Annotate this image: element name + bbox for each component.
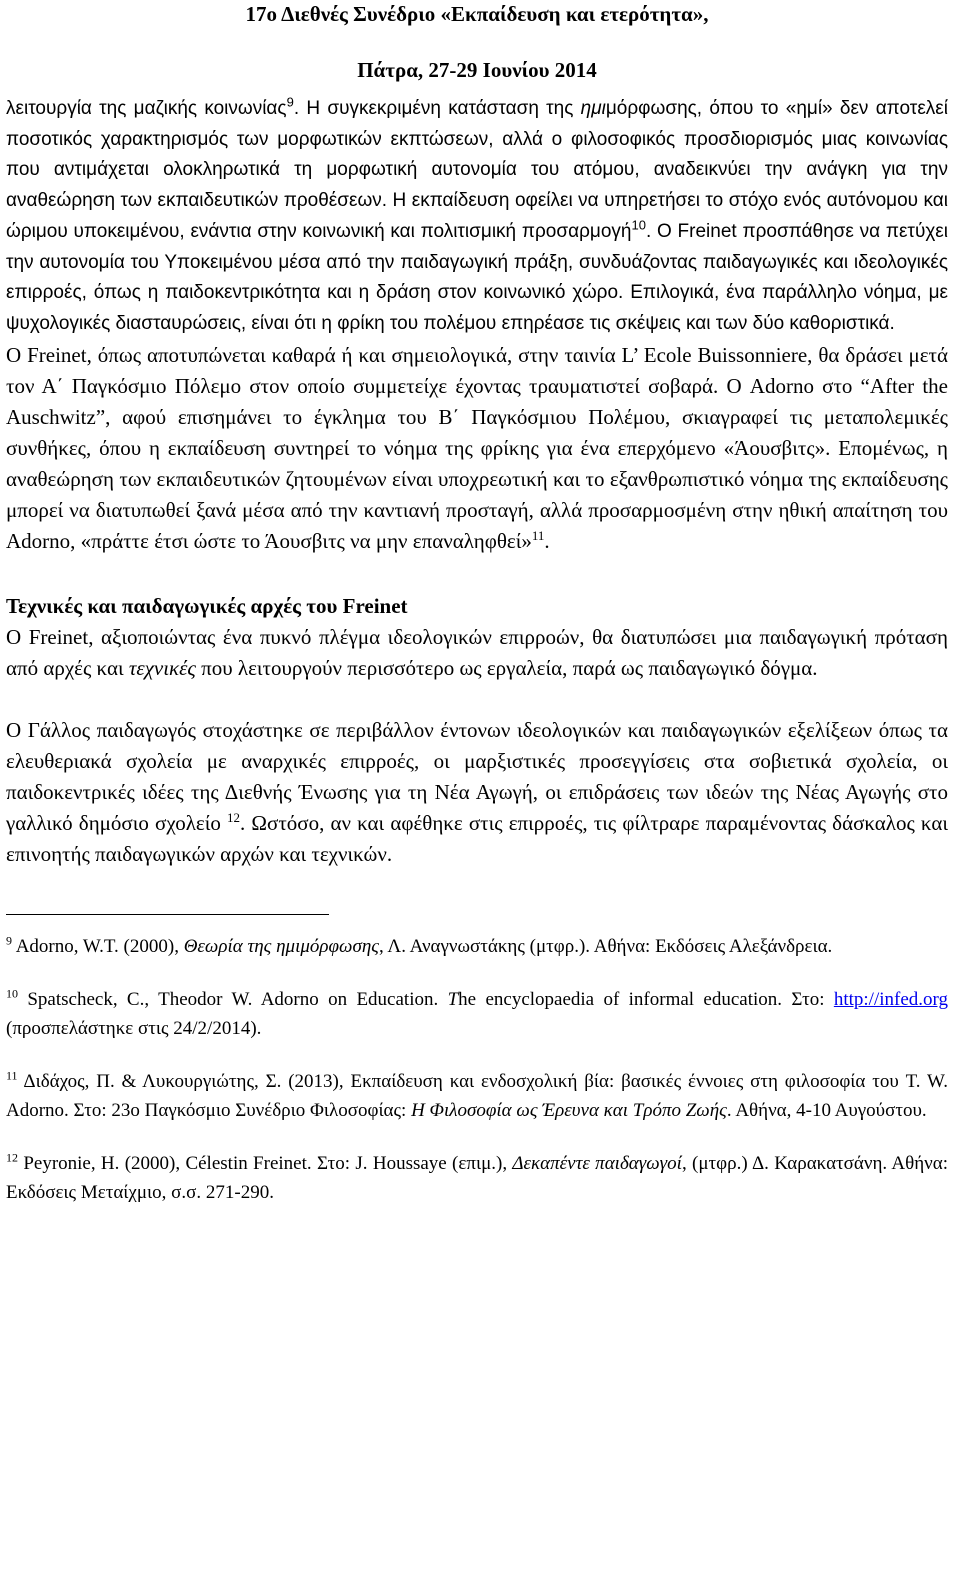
text-span: λειτουργία της μαζικής κοινωνίας — [6, 98, 287, 119]
italic-span: ημι — [580, 98, 606, 119]
footnote-number: 9 — [6, 933, 12, 948]
text-span: . — [544, 528, 550, 553]
text-span: Peyronie, H. (2000), Célestin Freinet. Στο: J. Houssaye (επιμ.), — [18, 1152, 513, 1174]
italic-span: τεχνικές — [128, 655, 196, 680]
italic-span: Δεκαπέντε παιδαγωγοί — [512, 1152, 682, 1174]
text-span: . Ωστόσο, αν και αφέθηκε στις επιρροές, τις φίλτραρε παραμένοντας δάσκαλος και επινοητής παιδαγωγικών αρχών και τεχνικών. — [6, 810, 948, 866]
body-paragraph-2 — [6, 622, 948, 684]
text-span: μόρφωσης, όπου το «ημί» δεν αποτελεί ποσοτικός χαρακτηρισμός των μορφωτικών εκπτώσεων, αλλά ο φιλοσοφικός προσδιορισμός μιας κοινωνίας που αντιμάχεται ολοκληρωτικά τη μορφωτική αυτονομία του ατόμου, αναδεικνύει την ανάγκη για την αναθεώρηση των εκπαιδευτικών προθέσεων. Η εκπαίδευση οφείλει να υπηρετήσει το στόχο ενός αυτόνομου και ώριμου υποκειμένου, ενάντια στην κοινωνική και πολιτισμική προσαρμογή — [6, 98, 948, 242]
footnote-12 — [6, 1149, 948, 1207]
footnote-number: 11 — [6, 1068, 18, 1083]
conference-place-date: Πάτρα, 27-29 Ιουνίου 2014 — [357, 58, 597, 82]
text-span: , Λ. Αναγνωστάκης (μτφρ.). Αθήνα: Εκδόσεις Αλεξάνδρεια. — [378, 935, 833, 957]
section-heading: Τεχνικές και παιδαγωγικές αρχές του Freinet — [6, 593, 408, 618]
text-span: . Αθήνα, 4-10 Αυγούστου. — [726, 1099, 927, 1121]
footnote-ref-11[interactable]: 11 — [531, 527, 545, 543]
text-span: Ο Freinet, όπως αποτυπώνεται καθαρά ή και σημειολογικά, στην ταινία L’ Ecole Buissonniere, θα δράσει μετά τον Α΄ Παγκόσμιο Πόλεμο στον οποίο συμμετείχε έχοντας τραυματιστεί σοβαρά. Ο Adorno στο “After the Auschwitz”, αφού επισημάνει το έγκλημα του Β΄ Παγκόσμιου Πολέμου, σκιαγραφεί τις μεταπολεμικές συνθήκες, όπου η εκπαίδευση συντηρεί το νόημα της φρίκης για ένα επερχόμενο «Άουσβιτς». Επομένως, η αναθεώρηση των εκπαιδευτικών ζητουμένων είναι υποχρεωτική και το εξανθρωπιστικό νόημα της εκπαίδευσης μπορεί να διατυπωθεί ξανά μέσα από την καντιανή προσταγή, αλλά προσαρμοσμένη στην ηθική απαίτηση του Adorno, «πράττε έτσι ώστε το Άουσβιτς να μην επαναληφθεί» — [6, 342, 948, 553]
footnote-ref-10[interactable]: 10 — [631, 217, 646, 233]
text-span: Διδάχος, Π. & Λυκουργιώτης, Σ. (2013), Εκπαίδευση και ενδοσχολική βία: βασικές έννοιες στη φιλοσοφία του T. W. Adorno. Στο: 23ο Παγκόσμιο Συνέδριο Φιλοσοφίας: — [6, 1070, 948, 1121]
text-span: , (μτφρ.) Δ. Καρακατσάνη. Αθήνα: Εκδόσεις Μεταίχμιο, σ.σ. 271-290. — [6, 1152, 948, 1203]
italic-span: T — [447, 988, 459, 1010]
conference-title: 17ο Διεθνές Συνέδριο «Εκπαίδευση και ετερότητα», — [245, 2, 709, 26]
footnote-ref-12[interactable]: 12 — [227, 809, 241, 825]
body-paragraph-1-serif — [6, 340, 948, 557]
body-paragraph-3 — [6, 715, 948, 870]
text-span: Adorno, W.T. (2000), — [12, 935, 184, 957]
footnote-number: 12 — [6, 1150, 18, 1165]
italic-span: Η Φιλοσοφία ως Έρευνα και Τρόπο Ζωής — [411, 1099, 727, 1121]
italic-span: Θεωρία της ημιμόρφωσης — [183, 935, 379, 957]
footnote-9 — [6, 932, 948, 961]
footnote-ref-9[interactable]: 9 — [286, 94, 294, 110]
footnote-separator — [6, 914, 329, 915]
text-span: . Η συγκεκριμένη κατάσταση της — [293, 98, 581, 119]
text-span: (προσπελάστηκε στις 24/2/2014). — [6, 1017, 262, 1039]
text-span: he encyclopaedia of informal education. Στο: — [458, 988, 834, 1010]
footnote-number: 10 — [6, 986, 18, 1001]
text-span: που λειτουργούν περισσότερο ως εργαλεία, παρά ως παιδαγωγικό δόγμα. — [195, 655, 818, 680]
text-span: . Ο Freinet προσπάθησε να πετύχει την αυτονομία του Υποκειμένου μέσα από την παιδαγωγική πράξη, συνδυάζοντας παιδαγωγικές και ιδεολογικές επιρροές, όπως η παιδοκεντρικότητα και η δράση στον κοινωνικό χώρο. Επιλογικά, ένα παράλληλο νόημα, με ψυχολογικές διασταυρώσεις, είναι ότι η φρίκη του πολέμου επηρέασε τις σκέψεις και των δύο καθοριστικά. — [6, 220, 948, 334]
footnote-11 — [6, 1067, 948, 1125]
text-span: Ο Γάλλος παιδαγωγός στοχάστηκε σε περιβάλλον έντονων ιδεολογικών και παιδαγωγικών εξελίξεων όπως τα ελευθεριακά σχολεία με αναρχικές επιρροές, οι μαρξιστικές προσεγγίσεις στα σοβιετικά σχολεία, οι παιδοκεντρικές ιδέες της Διεθνής Ένωσης για τη Νέα Αγωγή, οι επιδράσεις των ιδεών της Νέας Αγωγής στο γαλλικό δημόσιο σχολείο — [6, 717, 948, 835]
footnote-10 — [6, 985, 948, 1043]
text-span: Spatscheck, C., Theodor W. Adorno on Education. — [18, 988, 448, 1010]
infed-link[interactable]: http://infed.org — [833, 988, 949, 1010]
body-paragraph-1 — [6, 94, 948, 340]
text-span: Ο Freinet, αξιοποιώντας ένα πυκνό πλέγμα ιδεολογικών επιρροών, θα διατυπώσει μια παιδαγωγική πρόταση από αρχές και — [6, 624, 948, 680]
